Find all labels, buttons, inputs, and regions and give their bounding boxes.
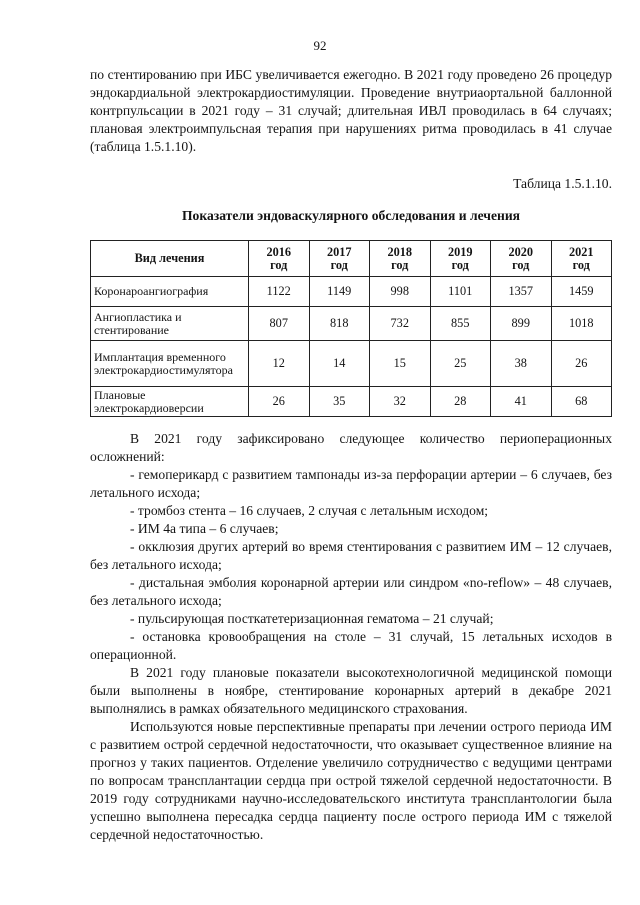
list-item: - окклюзия других артерий во время стентирования с развитием ИМ – 12 случаев, без летального исхода; — [90, 539, 612, 572]
table-title: Показатели эндоваскулярного обследования и лечения — [181, 208, 521, 223]
list-item: - гемоперикард с развитием тампонады из-за перфорации артерии – 6 случаев, без летального исхода; — [90, 467, 612, 500]
table-row — [91, 307, 612, 341]
table-cell: 818 — [309, 307, 370, 341]
table-row — [91, 341, 612, 387]
list-item: - остановка кровообращения на столе – 31 случай, 15 летальных исходов в операционной. — [90, 629, 612, 662]
table-cell: 38 — [491, 341, 552, 387]
table-header-row — [91, 241, 612, 277]
table-row — [91, 277, 612, 307]
header-year-2019: 2019 год — [430, 241, 491, 277]
list-item: - пульсирующая посткатетеризационная гематома – 21 случай; — [130, 611, 494, 626]
table-cell: 26 — [551, 341, 612, 387]
table-row — [91, 387, 612, 417]
table-caption: Таблица 1.5.1.10. — [513, 176, 612, 191]
table-cell: 41 — [491, 387, 552, 417]
table-cell: 68 — [551, 387, 612, 417]
table-cell: 28 — [430, 387, 491, 417]
header-year-2020: 2020 год — [491, 241, 552, 277]
table-cell: 899 — [491, 307, 552, 341]
table-cell: 732 — [370, 307, 431, 341]
table-cell: 998 — [370, 277, 431, 307]
page-number: 92 — [313, 38, 327, 53]
row-label: Имплантация временного электрокардиостимулятора — [91, 341, 249, 387]
table-cell: 807 — [249, 307, 310, 341]
row-label: Коронароангиография — [91, 277, 249, 307]
table-cell: 15 — [370, 341, 431, 387]
table-cell: 1357 — [491, 277, 552, 307]
header-treatment-type: Вид лечения — [91, 241, 249, 277]
row-label: Ангиопластика и стентирование — [91, 307, 249, 341]
table-cell: 35 — [309, 387, 370, 417]
complications-list — [90, 466, 612, 664]
table-cell: 14 — [309, 341, 370, 387]
table-cell: 1122 — [249, 277, 310, 307]
list-item: - дистальная эмболия коронарной артерии или синдром «no-reflow» – 48 случаев, без летального исхода; — [90, 575, 612, 608]
header-year-2021: 2021 год — [551, 241, 612, 277]
header-year-2017: 2017 год — [309, 241, 370, 277]
intro-paragraph: по стентированию при ИБС увеличивается ежегодно. В 2021 году проведено 26 процедур эндокардиальной электрокардиостимуляции. Проведение внутриаортальной баллонной контрпульсации в 2021 году – 31 случай; длительная ИВЛ проводилась в 64 случаях; плановая электроимпульсная терапия при нарушениях ритма проводилась в 41 случае (таблица 1.5.1.10). — [90, 67, 612, 154]
header-year-2016: 2016 год — [249, 241, 310, 277]
row-label: Плановые электрокардиоверсии — [91, 387, 249, 417]
table-cell: 1459 — [551, 277, 612, 307]
table-cell: 855 — [430, 307, 491, 341]
header-year-2018: 2018 год — [370, 241, 431, 277]
table-cell: 12 — [249, 341, 310, 387]
table-cell: 1101 — [430, 277, 491, 307]
plan-paragraph: В 2021 году плановые показатели высокотехнологичной медицинской помощи были выполнены в ноябре, стентирование коронарных артерий в декабре 2021 выполнялись в рамках обязательного медицинского страхования. — [90, 665, 612, 716]
table-cell: 25 — [430, 341, 491, 387]
table-cell: 1018 — [551, 307, 612, 341]
table-cell: 1149 — [309, 277, 370, 307]
list-item: - тромбоз стента – 16 случаев, 2 случая с летальным исходом; — [130, 503, 489, 518]
list-item: - ИМ 4а типа – 6 случаев; — [130, 521, 279, 536]
complications-intro: В 2021 году зафиксировано следующее количество периоперационных осложнений: — [90, 431, 612, 464]
table-cell: 32 — [370, 387, 431, 417]
table-cell: 26 — [249, 387, 310, 417]
drugs-paragraph: Используются новые перспективные препараты при лечении острого периода ИМ с развитием острой сердечной недостаточности, что оказывает существенное влияние на прогноз у таких пациентов. Отделение увеличило сотрудничество с ведущими центрами по вопросам трансплантации сердца при острой тяжелой сердечной недостаточности. В 2019 году сотрудниками научно-исследовательского института трансплантологии была успешно выполнена пересадка сердца пациенту после острого периода ИМ с тяжелой сердечной недостаточностью. — [90, 719, 612, 842]
endovascular-table — [90, 240, 612, 417]
